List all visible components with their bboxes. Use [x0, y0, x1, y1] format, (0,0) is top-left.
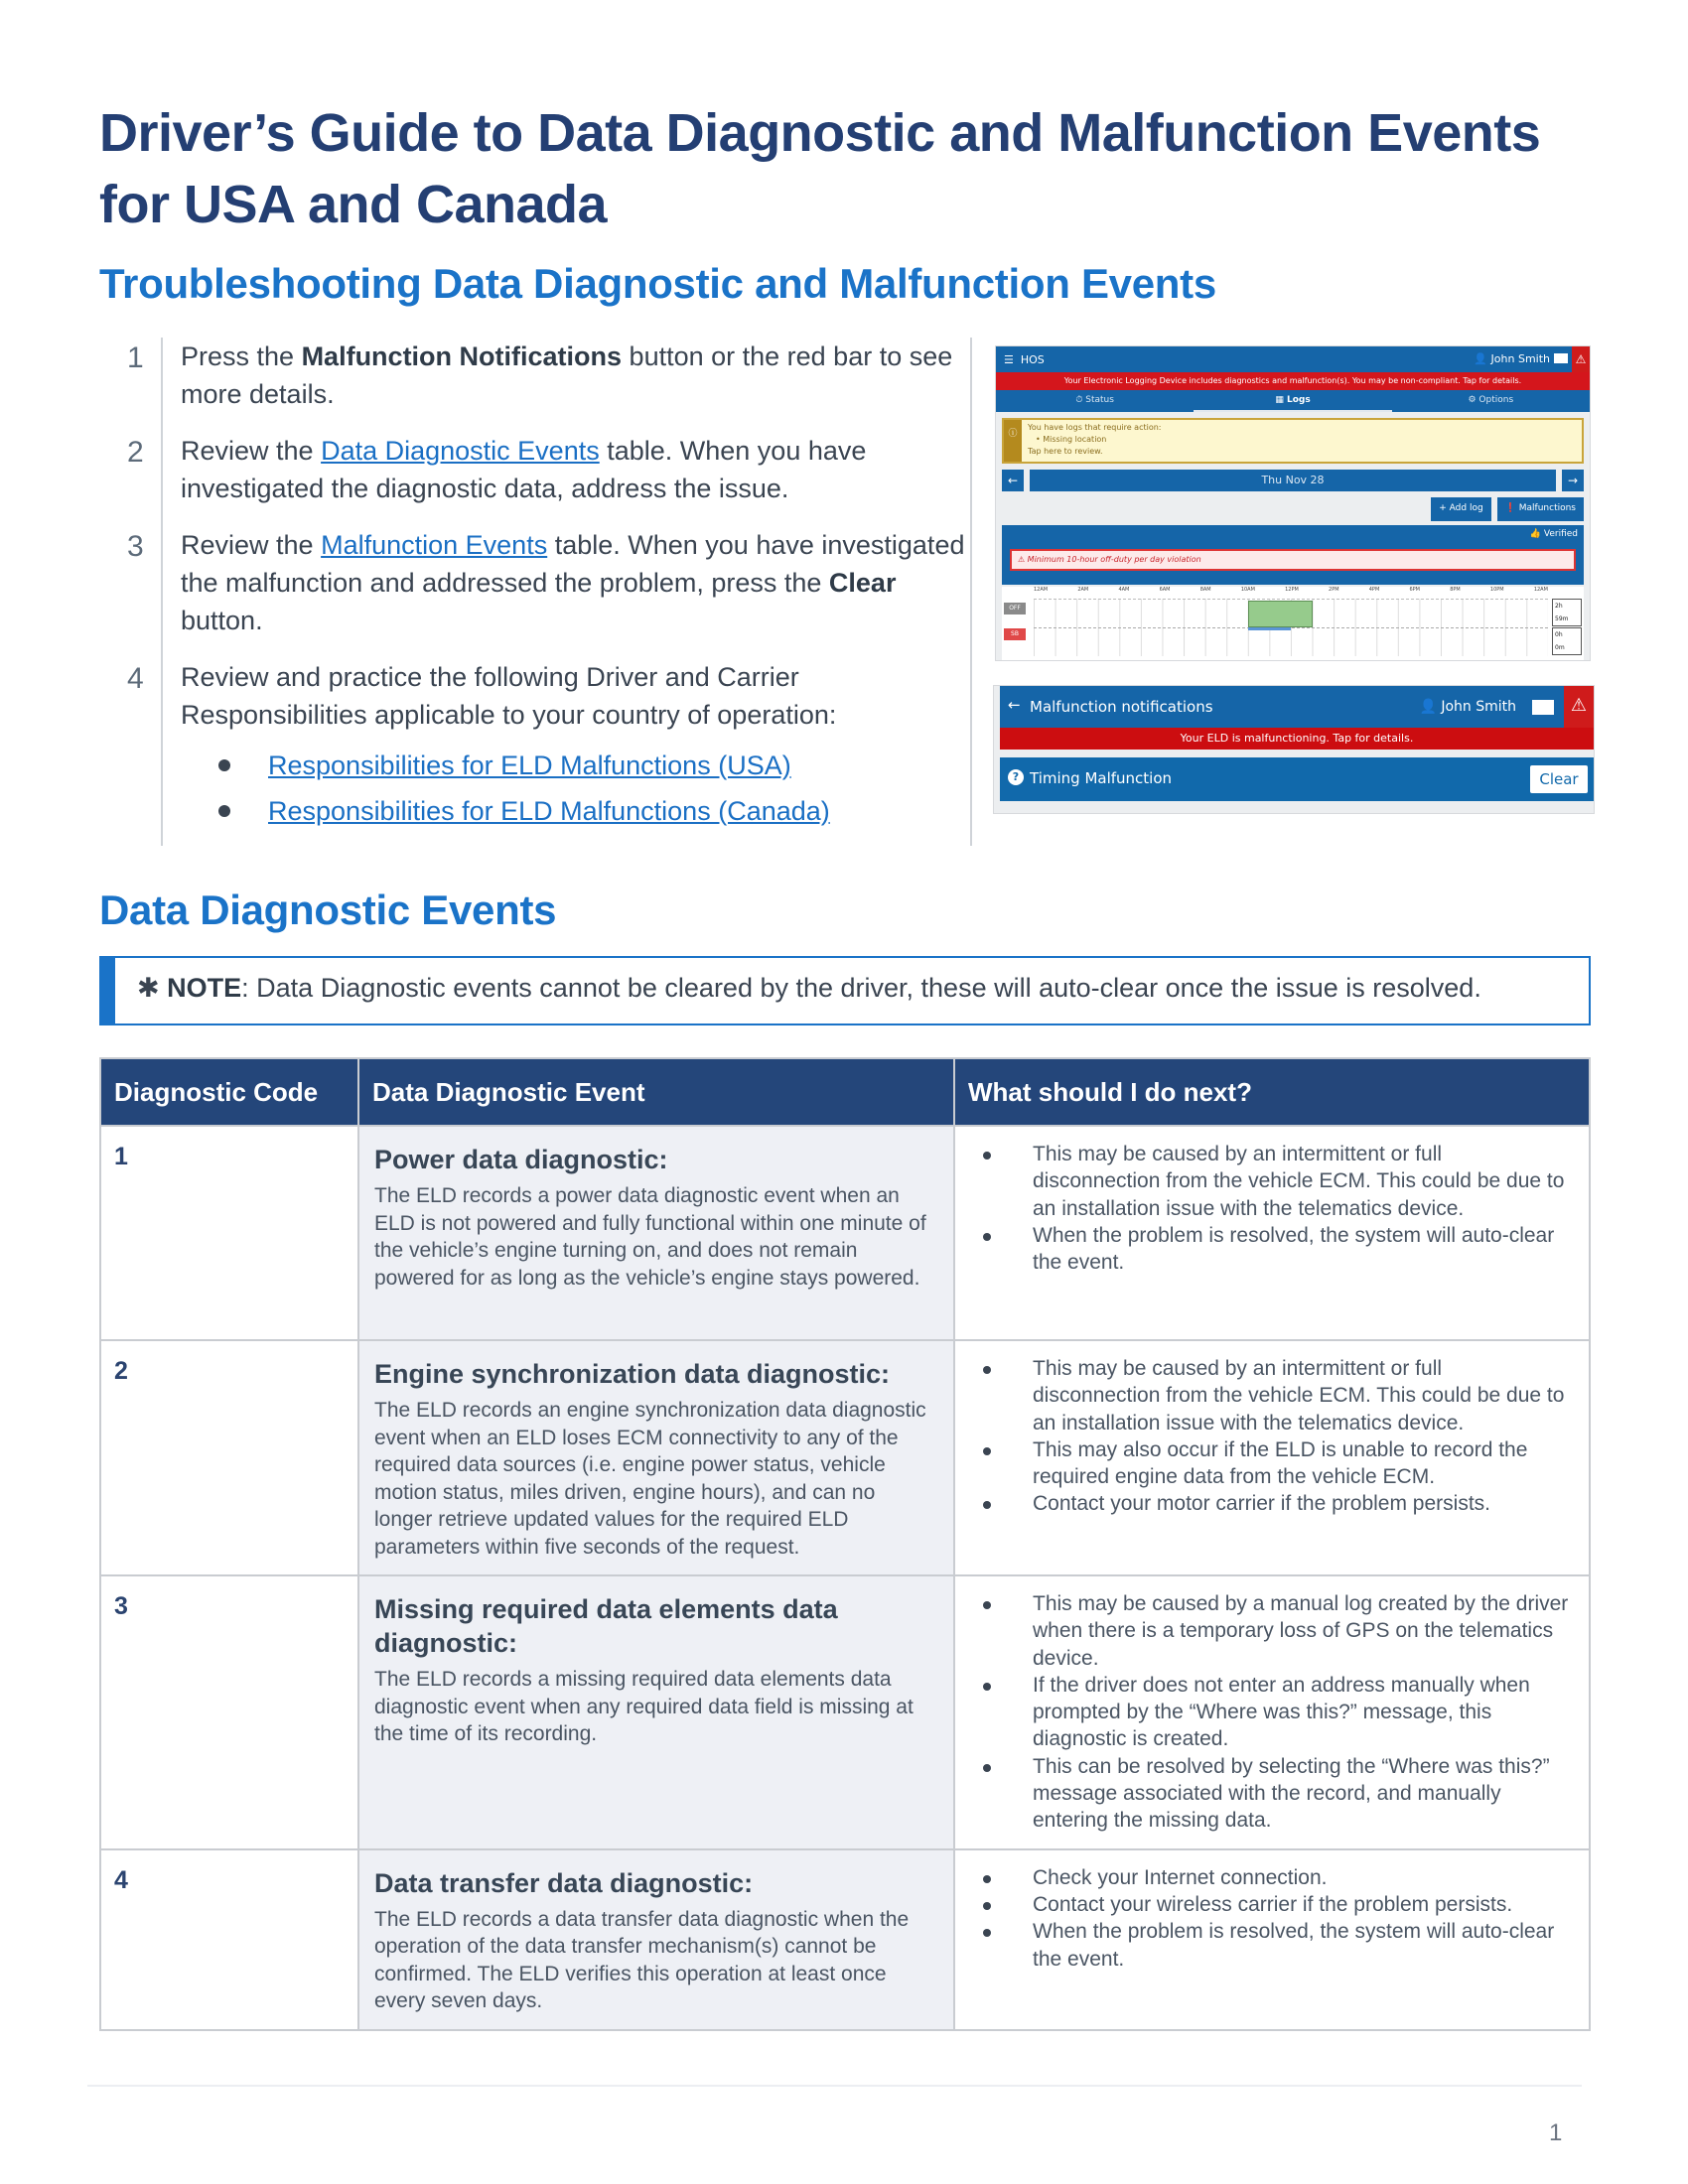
- malfunction-item-label: Timing Malfunction: [1030, 769, 1173, 787]
- diagnostic-event-cell: [358, 1340, 954, 1575]
- column-header: Diagnostic Code: [100, 1058, 358, 1126]
- list-item: This can be resolved by selecting the “Where was this?” message associated with the record, and manually entering the missing data.: [981, 1753, 1574, 1835]
- hour-axis: [1034, 587, 1548, 597]
- list-item: Contact your wireless carrier if the problem persists.: [981, 1891, 1574, 1918]
- data-diagnostic-events-table: [99, 1057, 1591, 2031]
- responsibility-links: [218, 743, 830, 834]
- list-item: When the problem is resolved, the system will auto-clear the event.: [981, 1918, 1574, 1973]
- tab-status: ⏱ Status: [1075, 395, 1114, 405]
- event-description: The ELD records a missing required data elements data diagnostic event when any required data field is missing at the time of its recording.: [374, 1668, 914, 1745]
- next-steps-cell: [954, 1575, 1590, 1849]
- note-label: NOTE: [167, 973, 242, 1003]
- table-row: [100, 1575, 1590, 1849]
- table-row: [100, 1126, 1590, 1340]
- status-off-label: OFF: [1004, 603, 1026, 614]
- column-divider: [970, 338, 972, 846]
- event-title: Data transfer data diagnostic:: [374, 1867, 754, 1898]
- step-text: Press the Malfunction Notifications button or the red bar to see more details.: [181, 341, 953, 409]
- log-date: Thu Nov 28: [1030, 470, 1556, 491]
- log-actions: [996, 491, 1590, 521]
- link-responsibilities-canada[interactable]: Responsibilities for ELD Malfunctions (Canada): [268, 795, 830, 826]
- malfunction-item: [1000, 757, 1594, 801]
- tab-options: ⚙ Options: [1468, 395, 1514, 405]
- table-row: [100, 1849, 1590, 2030]
- hour-tick-label: 12AM: [1034, 587, 1049, 593]
- step-divider: [161, 338, 163, 846]
- info-icon: ⓘ: [1004, 420, 1022, 462]
- hos-logs-screenshot: [995, 345, 1591, 661]
- malfunction-header: [1000, 686, 1594, 728]
- diagnostic-code: 4: [100, 1849, 358, 2030]
- malfunctions-button: ❗ Malfunctions: [1497, 497, 1584, 521]
- menu-icon: ☰: [1004, 352, 1021, 366]
- next-steps-cell: [954, 1849, 1590, 2030]
- bullet-icon: [218, 805, 230, 817]
- non-compliance-banner: Your Electronic Logging Device includes diagnostics and malfunction(s). You may be non-compliant. Tap for details.: [996, 372, 1590, 390]
- clear-button: Clear: [1530, 765, 1588, 793]
- user-icon: 👤: [1419, 699, 1437, 715]
- column-header: What should I do next?: [954, 1058, 1590, 1126]
- diagnostic-event-cell: [358, 1126, 954, 1340]
- hour-tick-label: 10PM: [1489, 587, 1504, 593]
- diagnostic-event-cell: [358, 1849, 954, 2030]
- hour-tick-label: 8AM: [1199, 587, 1211, 593]
- user-name: 👤 John Smith: [1474, 352, 1550, 365]
- diagnostic-event-cell: [358, 1575, 954, 1849]
- hour-tick-label: 4PM: [1368, 587, 1380, 593]
- list-item: [218, 743, 830, 788]
- step-number: 4: [127, 662, 144, 695]
- section-heading-data-diagnostic-events: Data Diagnostic Events: [99, 887, 557, 933]
- list-item: This may be caused by an intermittent or full disconnection from the vehicle ECM. This could be due to an installation issue with the telematics device.: [981, 1355, 1574, 1436]
- list-item: Check your Internet connection.: [981, 1864, 1574, 1891]
- section-heading-troubleshooting: Troubleshooting Data Diagnostic and Malfunction Events: [99, 260, 1216, 307]
- event-title: Power data diagnostic:: [374, 1145, 668, 1174]
- step-text: Review and practice the following Driver and Carrier Responsibilities applicable to your country of operation:: [181, 662, 837, 730]
- event-description: The ELD records a data transfer data diagnostic when the operation of the data transfer mechanism(s) cannot be confirmed. The ELD verifies this operation at least once every seven days.: [374, 1907, 910, 2013]
- status-sb-label: SB: [1004, 628, 1026, 640]
- verified-status: 👍 Verified: [1529, 529, 1578, 539]
- table-header-row: [100, 1058, 1590, 1126]
- step-number: 1: [127, 341, 144, 374]
- list-item: [218, 788, 830, 834]
- malfunction-notifications-screenshot: [993, 685, 1595, 814]
- step-text: Review the Data Diagnostic Events table. When you have investigated the diagnostic data, address the issue.: [181, 436, 867, 503]
- log-panel: [1002, 525, 1584, 585]
- link-data-diagnostic-events[interactable]: Data Diagnostic Events: [321, 436, 600, 466]
- event-description: The ELD records an engine synchronization data diagnostic event when an ELD loses ECM connectivity to any of the required data sources (i.e. engine power status, vehicle motion status, miles driven, engine hours), and can no longer retrieve updated values for the required ELD parameters within five seconds of the request.: [374, 1399, 926, 1559]
- violation-alert: ⚠ Minimum 10-hour off-duty per day violation: [1010, 549, 1576, 571]
- hos-title: HOS: [1020, 352, 1045, 366]
- logs-action-warning: ⓘ You have logs that require action: • Missing location Tap here to review.: [1002, 418, 1584, 464]
- step-text: Review the Malfunction Events table. When you have investigated the malfunction and addressed the problem, press the Clear button.: [181, 530, 965, 635]
- page-title: Driver’s Guide to Data Diagnostic and Malfunction Events for USA and Canada: [99, 103, 1541, 234]
- hour-tick-label: 4AM: [1118, 587, 1130, 593]
- note-callout: [99, 956, 1591, 1025]
- note-text: : Data Diagnostic events cannot be cleared by the driver, these will auto-clear once the issue is resolved.: [241, 973, 1481, 1003]
- sleeper-segment: [1248, 627, 1291, 630]
- graph-grid: [1034, 599, 1548, 656]
- warning-icon: ⚠: [1572, 346, 1590, 372]
- diagnostic-code: 1: [100, 1126, 358, 1340]
- bullet-icon: [218, 759, 230, 771]
- list-item: This may be caused by an intermittent or full disconnection from the vehicle ECM. This could be due to an installation issue with the telematics device.: [981, 1141, 1574, 1222]
- date-navigator: [1002, 470, 1584, 491]
- mail-icon: [1554, 353, 1568, 363]
- step-number: 2: [127, 436, 144, 469]
- warning-icon: ⚠: [1564, 686, 1594, 728]
- troubleshooting-steps: [99, 338, 973, 846]
- table-row: [100, 1340, 1590, 1575]
- hos-top-bar: [996, 346, 1590, 372]
- hour-tick-label: 12PM: [1285, 587, 1299, 593]
- back-arrow-icon: ←: [1008, 696, 1021, 714]
- link-responsibilities-usa[interactable]: Responsibilities for ELD Malfunctions (USA): [268, 750, 791, 780]
- total-off: 2h 59m: [1552, 599, 1582, 626]
- malfunction-banner: Your ELD is malfunctioning. Tap for details.: [1000, 728, 1594, 750]
- page-number: 1: [1549, 2119, 1563, 2146]
- asterisk-icon: ✱: [137, 973, 160, 1003]
- user-name: 👤 John Smith: [1419, 699, 1516, 715]
- list-item: Contact your motor carrier if the problem persists.: [981, 1490, 1574, 1517]
- hour-tick-label: 2PM: [1329, 587, 1339, 593]
- hour-tick-label: 10AM: [1240, 587, 1255, 593]
- footer-divider: [87, 2085, 1582, 2087]
- hour-tick-label: 8PM: [1450, 587, 1461, 593]
- off-duty-segment: [1248, 601, 1313, 627]
- list-item: This may also occur if the ELD is unable to record the required engine data from the vehicle ECM.: [981, 1436, 1574, 1491]
- add-log-button: + Add log: [1431, 497, 1490, 521]
- mail-icon: [1532, 700, 1554, 715]
- tab-logs: ▦ Logs: [1194, 390, 1391, 412]
- help-icon: ?: [1008, 769, 1024, 785]
- link-malfunction-events[interactable]: Malfunction Events: [321, 530, 548, 560]
- event-description: The ELD records a power data diagnostic event when an ELD is not powered and fully functional within one minute of the vehicle’s engine turning on, and does not remain powered for as long as the vehicle’s engine stays powered.: [374, 1184, 926, 1290]
- duty-status-graph: [1002, 587, 1584, 660]
- arrow-left-icon: ←: [1002, 470, 1024, 491]
- next-steps-cell: [954, 1126, 1590, 1340]
- hos-tabs: [996, 390, 1590, 412]
- malfunction-title: Malfunction notifications: [1030, 698, 1213, 716]
- list-item: When the problem is resolved, the system will auto-clear the event.: [981, 1222, 1574, 1277]
- hour-tick-label: 6AM: [1159, 587, 1171, 593]
- list-item: This may be caused by a manual log created by the driver when there is a temporary loss of GPS on the telematics device.: [981, 1590, 1574, 1672]
- event-title: Missing required data elements data diagnostic:: [374, 1594, 838, 1658]
- hour-tick-label: 6PM: [1409, 587, 1420, 593]
- hour-tick-label: 2AM: [1077, 587, 1089, 593]
- step-number: 3: [127, 530, 144, 563]
- user-icon: 👤: [1474, 352, 1488, 365]
- total-sb: 0h 0m: [1552, 627, 1582, 655]
- event-title: Engine synchronization data diagnostic:: [374, 1359, 891, 1389]
- diagnostic-code: 2: [100, 1340, 358, 1575]
- column-header: Data Diagnostic Event: [358, 1058, 954, 1126]
- list-item: If the driver does not enter an address manually when prompted by the “Where was this?” message, this diagnostic is created.: [981, 1672, 1574, 1753]
- diagnostic-code: 3: [100, 1575, 358, 1849]
- hour-tick-label: 12AM: [1533, 587, 1548, 593]
- next-steps-cell: [954, 1340, 1590, 1575]
- arrow-right-icon: →: [1562, 470, 1584, 491]
